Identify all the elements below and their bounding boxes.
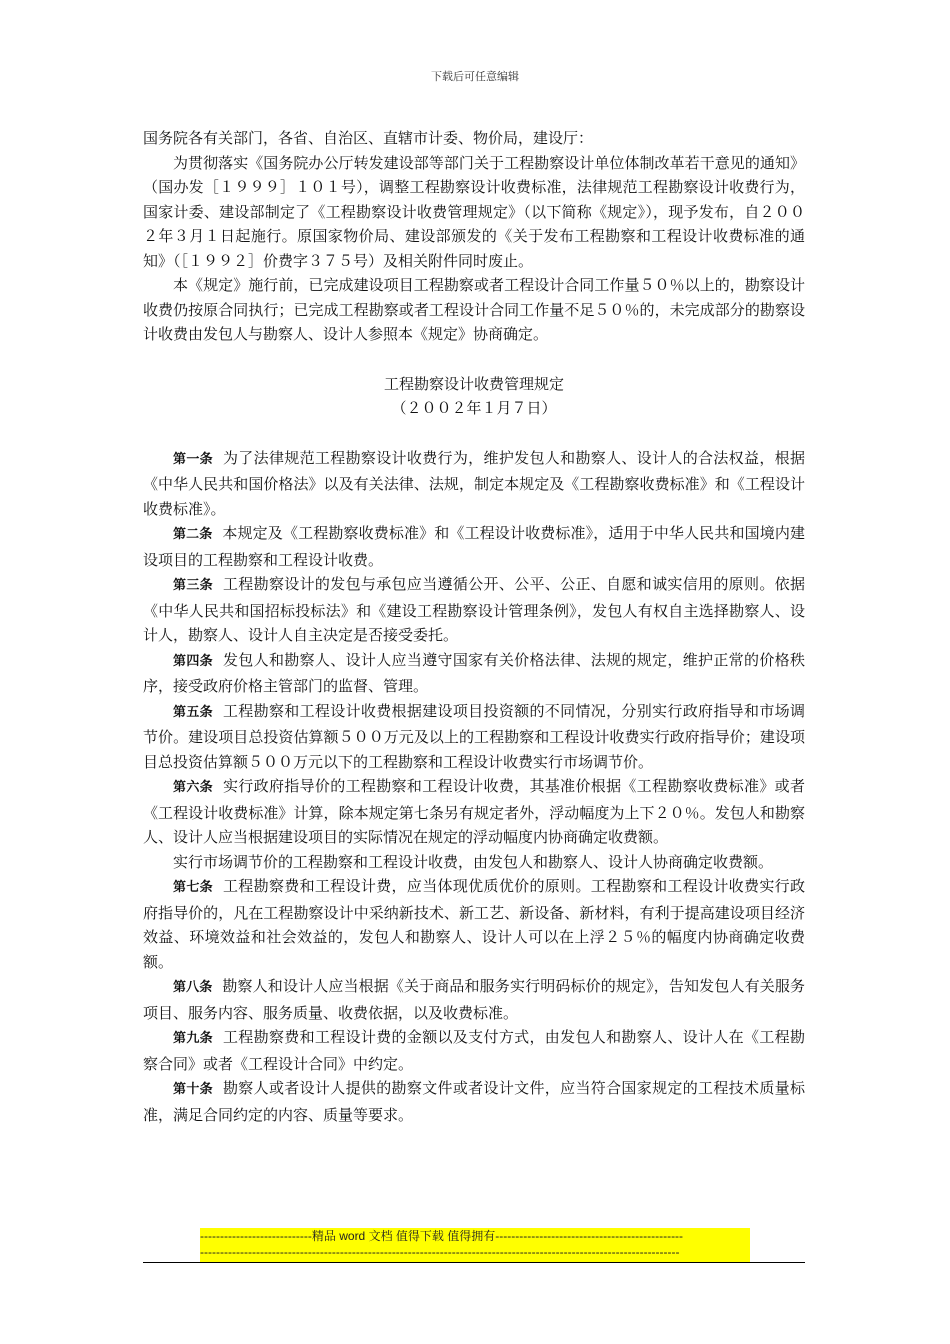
article-label: 第一条 [173, 451, 213, 467]
article-2 [143, 521, 805, 572]
article-text: 工程勘察费和工程设计费的金额以及支付方式，由发包人和勘察人、设计人在《工程勘察合同》或者《工程设计合同》中约定。 [143, 1028, 805, 1073]
article-text: 工程勘察和工程设计收费根据建设项目投资额的不同情况，分别实行政府指导和市场调节价。建设项目总投资估算额５００万元及以上的工程勘察和工程设计收费实行政府指导价；建设项目总投资估算额５００万元以下的工程勘察和工程设计收费实行市场调节价。 [143, 701, 805, 771]
footer-banner-line-2: ------------------------------------------------------------------------------------------------------------------------ [200, 1245, 680, 1259]
article-5 [143, 699, 805, 775]
footer-divider [143, 1262, 805, 1263]
article-1 [143, 446, 805, 522]
addressee: 国务院各有关部门，各省、自治区、直辖市计委、物价局，建设厅： [143, 129, 594, 147]
article-label: 第二条 [173, 527, 213, 542]
article-3 [143, 572, 805, 648]
article-text: 勘察人或者设计人提供的勘察文件或者设计文件，应当符合国家规定的工程技术质量标准，满足合同约定的内容、质量等要求。 [143, 1079, 805, 1124]
document-body [143, 126, 805, 1127]
article-text: 本规定及《工程勘察收费标准》和《工程设计收费标准》，适用于中华人民共和国境内建设项目的工程勘察和工程设计收费。 [143, 524, 805, 569]
article-text: 工程勘察设计的发包与承包应当遵循公开、公平、公正、自愿和诚实信用的原则。依据《中华人民共和国招标投标法》和《建设工程勘察设计管理条例》，发包人有权自主选择勘察人、设计人，勘察人、设计人自主决定是否接受委托。 [143, 575, 805, 644]
article-6 [143, 774, 805, 850]
article-text: 实行政府指导价的工程勘察和工程设计收费，其基准价根据《工程勘察收费标准》或者《工程设计收费标准》计算，除本规定第七条另有规定者外，浮动幅度为上下２０％。发包人和勘察人、设计人应当根据建设项目的实际情况在规定的浮动幅度内协商确定收费额。 [143, 777, 805, 846]
page-header: 下载后可任意编辑 [431, 70, 519, 83]
article-label: 第十条 [173, 1082, 213, 1097]
article-label: 第七条 [173, 880, 213, 895]
article-text: 勘察人和设计人应当根据《关于商品和服务实行明码标价的规定》，告知发包人有关服务项目、服务内容、服务质量、收费依据，以及收费标准。 [143, 977, 805, 1022]
article-label: 第三条 [173, 578, 213, 593]
article-label: 第八条 [173, 980, 213, 995]
footer-banner [200, 1228, 750, 1262]
article-8 [143, 974, 805, 1025]
document-date: （２００２年１月７日） [391, 399, 557, 417]
article-label: 第四条 [173, 653, 213, 669]
article-9 [143, 1025, 805, 1076]
intro-paragraph-1: 为贯彻落实《国务院办公厅转发建设部等部门关于工程勘察设计单位体制改革若干意见的通知》（国办发［１９９９］１０１号），调整工程勘察设计收费标准，法律规范工程勘察设计收费行为，国家计委、建设部制定了《工程勘察设计收费管理规定》（以下简称《规定》），现予发布，自２００２年３月１日起施行。原国家物价局、建设部颁发的《关于发布工程勘察和工程设计收费标准的通知》（［１９９２］价费字３７５号）及相关附件同时废止。 [143, 153, 805, 270]
article-4 [143, 648, 805, 699]
footer-banner-line-1: ----------------------------精品 word 文档 值得下载 值得拥有----------------------------------------------- [200, 1229, 684, 1243]
article-label: 第九条 [173, 1031, 213, 1046]
article-text: 为了法律规范工程勘察设计收费行为，维护发包人和勘察人、设计人的合法权益，根据《中华人民共和国价格法》以及有关法律、法规，制定本规定及《工程勘察收费标准》和《工程设计收费标准》。 [143, 448, 805, 518]
article-text: 工程勘察费和工程设计费，应当体现优质优价的原则。工程勘察和工程设计收费实行政府指导价的，凡在工程勘察设计中采纳新技术、新工艺、新设备、新材料，有利于提高建设项目经济效益、环境效益和社会效益的，发包人和勘察人、设计人可以在上浮２５％的幅度内协商确定收费额。 [143, 877, 805, 971]
document-title: 工程勘察设计收费管理规定 [383, 374, 564, 393]
article-10 [143, 1076, 805, 1127]
article-text: 发包人和勘察人、设计人应当遵守国家有关价格法律、法规的规定，维护正常的价格秩序，接受政府价格主管部门的监督、管理。 [143, 650, 805, 695]
intro-paragraph-2: 本《规定》施行前，已完成建设项目工程勘察或者工程设计合同工作量５０％以上的，勘察设计收费仍按原合同执行；已完成工程勘察或者工程设计合同工作量不足５０％的，未完成部分的勘察设计收费由发包人与勘察人、设计人参照本《规定》协商确定。 [143, 276, 805, 343]
article-label: 第六条 [173, 780, 213, 795]
article-text: 实行市场调节价的工程勘察和工程设计收费，由发包人和勘察人、设计人协商确定收费额。 [173, 852, 774, 871]
article-6-continuation [143, 850, 805, 875]
article-7 [143, 874, 805, 974]
article-label: 第五条 [173, 704, 213, 720]
